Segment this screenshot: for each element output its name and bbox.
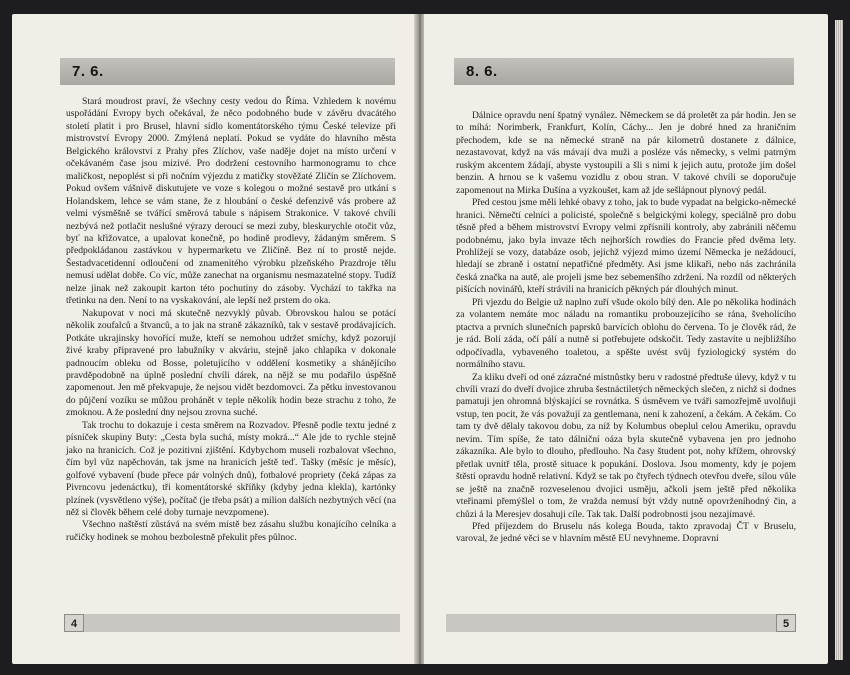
right-page — [424, 14, 828, 664]
chapter-header — [454, 58, 794, 85]
paragraph: Při vjezdu do Belgie už naplno zuří všude okolo bílý den. Ale po několika hodinách za volantem nemáte moc náladu na romantiku probouzejícího se rána, šveholícího ptactva a prvních slunečních paprsků barvících oblohu do červena. To je člověk rád, že je rád. Bolí záda, očí pálí a nutně si potřebujete odskočit. Tedy zastavíte u nejbližšího odpočívadla, vybaveného toaletou, a spěšte uvést svůj fyziologický systém do normálního stavu. — [456, 296, 796, 371]
page-body — [456, 110, 796, 546]
page-number: 4 — [64, 614, 84, 632]
paragraph: Za kliku dveří od oné zázračné místnůstky beru v radostné předtuše úlevy, když v tu chvíli vrazí do dveří dvojice zhruba šestnáctiletých německých slečen, z nichž si dodnes pamatuji jen ohromná blýskající se rovnátka. S úsměvem ve tváři samozřejmě uvolňuji vstup, ten pocit, že vás považují za gentlemana, není k zahození, a čekám. A čekám. Co tam ty dvě dělaly takovou dobu, za níž by Kolumbus obeplul celou Ameriku, opravdu nevím. Tím spíše, že tato dálniční oáza byla skutečně vybavena jen pro jednoho zákazníka. Ale bylo to dlouho, předlouho. Na časy študent pot, nohy křížem, ohrovský přetlak uvnitř těla, prostě situace k popukání. Doslova. Jsou momenty, kdy je pojem štěstí opravdu hodně relativní. Když se tak po čtyřech týdnech otevřou dveře, sílou vůle se ještě na značně rozveselenou dvojici usměju, ačkoli jsem ještě před několika vteřinami přemýšlel o tom, že vražda nemusí být vždy nutně opovrženíhodný čin, a chůzi á la Meresjev dosahuji cíle. Tak tak. Další podrobnosti jsou nezajímavé. — [456, 371, 796, 520]
left-page — [12, 14, 416, 664]
chapter-header — [60, 58, 395, 85]
paragraph: Dálnice opravdu není špatný vynález. Německem se dá proletět za pár hodin. Jen se to míhá: Norimberk, Frankfurt, Kolín, Cáchy... Jen je dobré hned za hraničním přechodem, kde se na německé straně na pár kilometrů dostanete z dálnice, nezastavovat, když na vás mávají dva muži a posléze vás německy, s velmi patrným ruským akcentem žádají, abyste vystoupili a šli s nimi k jejich autu, protože jim došel benzin. A hrnou se k vašemu vozidlu z obou stran. V takové chvíli se doporučuje zapomenout na Mirka Dušína a vyzkoušet, kam až jde sešlápnout plynový pedál. — [456, 110, 796, 196]
paragraph: Před příjezdem do Bruselu nás kolega Bouda, takto zpravodaj ČT v Bruselu, varoval, že jedné věci se v hlavním městě EU nevyhneme. Dopravní — [456, 520, 796, 545]
page-body — [66, 96, 396, 544]
folio-bar — [446, 614, 796, 632]
chapter-title: 7. 6. — [72, 63, 104, 80]
paragraph: Stará moudrost praví, že všechny cesty vedou do Říma. Vzhledem k novému uspořádání Evropy bych očekával, že něco podobného bude v závěru dvacátého století platit i pro Brusel, hlavní sídlo komentátorského týmu České televize při mistrovství Evropy 2000. Zmýlená neplatí. Pokud se vydáte do hlavního města Belgického království z Prahy přes Zlíchov, vaše naděje dojet na místo určení v očekávaném čase jsou mizivé. Pro dodržení cestovního harmonogramu to chce maličkost, nepoplést si při nočním výjezdu z matičky stověžaté Zličín se Zlíchovem. Pokud ovšem vášnivě diskutujete ve voze s kolegou o možné sestavě pro utkání s Holandskem, lehce se vám stane, že z hloubání o české defenzivě vás probere až velmi výsměšně se tvářící směrová tabule s nápisem Strakonice. V takové chvíli nezbývá než potlačit neslušné výrazy deroucí se mezi zuby, bleskurychle otočit vůz, byť na křižovatce, a upalovat konečně, po hodině prodlevy, žádaným směrem. S předpokládanou zastávkou v hypermarketu ve Zličíně. Bez ní to prostě nejde. Šestadvacetidenní odloučení od znamenitého výrobku plzeňského Prazdroje tělu nemusí udělat dobře. Co víc, může zanechat na organismu nesmazatelné stopy. Tudíž nelze jinak než zakoupit karton této pochutiny do zásoby. Vychází to takřka na třetinku na den. Není to na vyskakování, ale lepší než prstem do oka. — [66, 96, 396, 307]
chapter-title: 8. 6. — [466, 63, 498, 80]
paragraph: Tak trochu to dokazuje i cesta směrem na Rozvadov. Přesně podle textu jedné z písniček skupiny Buty: „Cesta byla suchá, místy mokrá...“ Ale jde to rychle stejně jako na hranicích. Což je pozitivní zjištění. Kdybychom museli rozbalovat všechno, čím byl vůz napěchován, tak jsme na hranicích ještě teď. Tašky (měsíc je měsíc), golfové vybavení (bude přece pár volných dnů), fotbalové propriety (čeká zápas za Pivrncovu jedenáctku), tři komentátorské skříňky (kdyby jedna klekla), kartónky plzínek (vysvětleno výše), počítač (je třeba psát) a milion dalších nezbytných věcí (na něž si člověk během celé doby turnaje nevzpomene). — [66, 419, 396, 518]
page-edges — [835, 20, 843, 660]
folio-bar — [64, 614, 400, 632]
paragraph: Všechno naštěstí zůstává na svém místě bez zásahu službu konajícího celníka a ručičky hodinek se mohou bezbolestně překulit přes půlnoc. — [66, 519, 396, 543]
paragraph: Před cestou jsme měli lehké obavy z toho, jak to bude vypadat na belgicko-německé hranici. Němečtí celníci a policisté, společně s belgickými kolegy, speciálně pro dobu těsně před a během mistrovství Evropy velmi zpřísnili kontroly, aby zabránili něčemu podobnému, jako byla invaze těch nejhorších rowdies do Francie před dvěma lety. Prohlížejí se vozy, databáze osob, jejichž výjezd mimo území Německa je nežádoucí, hledají se zbraně i ostatní nepatřičné předměty. Asi jsme klikaři, nebo nás zachránila česká značka na autě, ale projeli jsme bez sebemenšího zdržení. Na rozdíl od některých pišících novinářů, kteří strávili na hranicích pěkných pár dlouhých minut. — [456, 197, 796, 296]
page-number: 5 — [776, 614, 796, 632]
paragraph: Nakupovat v noci má skutečně nezvyklý půvab. Obrovskou halou se potácí několik zoufalců a štvanců, a to jak na straně zákazníků, tak v sestavě prodávajících. Potkáte ukrajinsky hovořící muže, kteří se nemohou udržet smíchy, když pozorují živé kraby připravené pro labužníky v akváriu, stejně jako chlapíka v dokonale padnoucím obleku od Bosse, poletujícího v oddělení kosmetiky a shánějícího pravděpodobně na úplně poslední chvíli dárek, na nějž se mu podařilo úspěšně zapomenout. Jen mě překvapuje, že nejsou vidět bezdomovci. Za pětku investovanou do půjčení vozíku se můžou prohánět v teple několik hodin beze strachu z toho, že zmoknou. A že poslední dny nejsou zrovna suché. — [66, 307, 396, 419]
